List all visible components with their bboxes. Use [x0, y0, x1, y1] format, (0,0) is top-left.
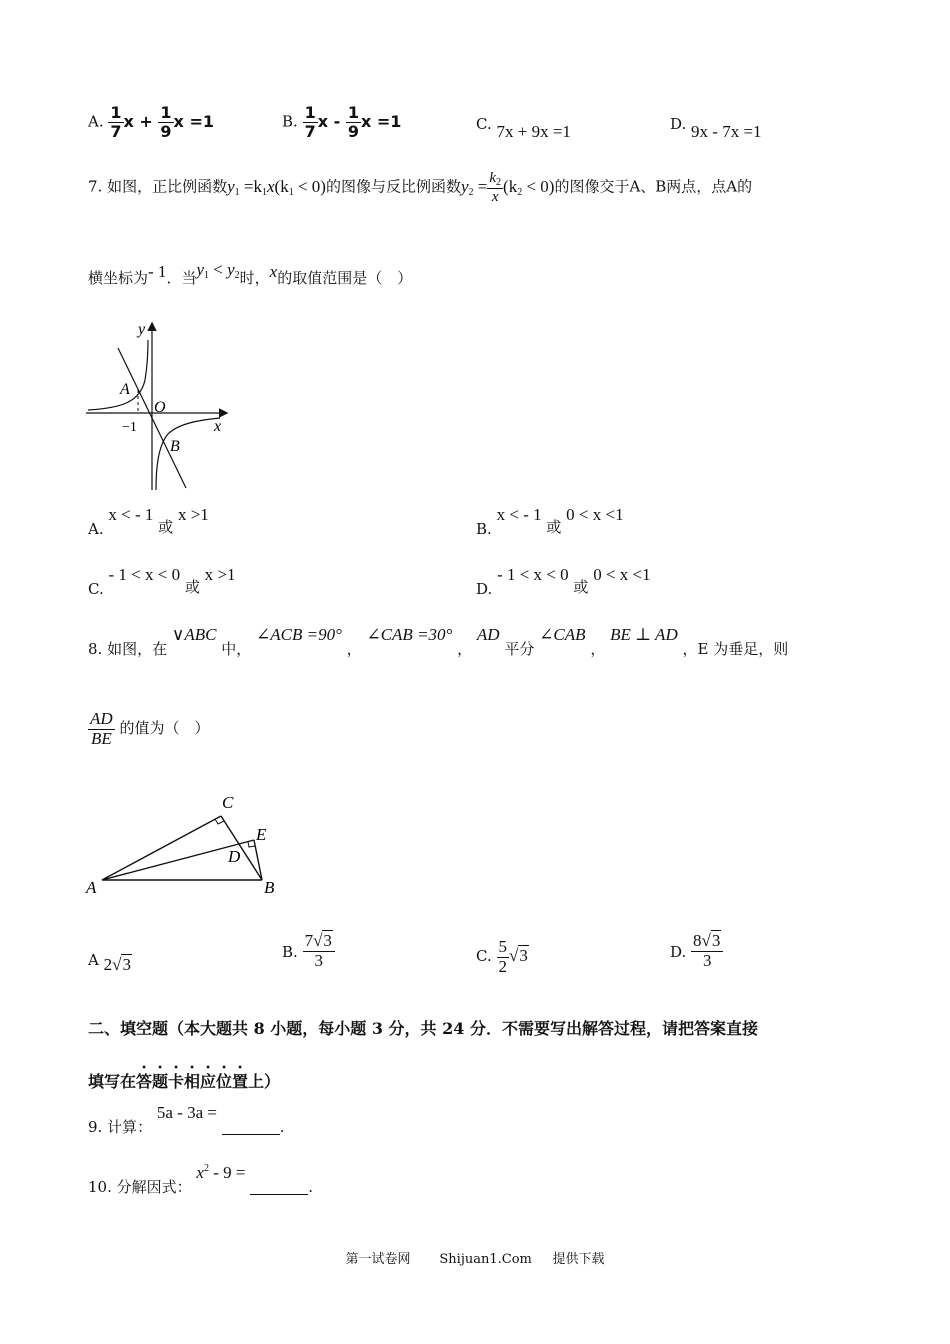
q8-triangle-figure	[84, 790, 284, 900]
option-label: B.	[282, 112, 298, 131]
q7-option-b[interactable]: B. x < - 1 或 0 < x <1	[476, 505, 624, 538]
hyperbola-branch-right	[156, 418, 220, 490]
option-label: A.	[88, 112, 104, 131]
origin-label: O	[154, 399, 166, 416]
q10-answer-blank[interactable]	[250, 1176, 308, 1195]
q7-option-d[interactable]: D. - 1 < x < 0 或 0 < x <1	[476, 565, 651, 598]
q10: 10. 分解因式： $x^2 - 9$ = .	[88, 1163, 314, 1196]
x-label: x	[214, 418, 222, 435]
point-a-label: A	[120, 381, 130, 398]
y-label: y	[138, 321, 146, 338]
label-b: B	[264, 878, 275, 897]
q7-stem-line1: 7. 如图，正比例函数$y_1 =k_1x(k_1 < 0)$的图像与反比例函数$y_2$ = $\frac{k_2}{x}$ $(k_2 < 0)$的图像交于A、B两点，点A的	[88, 170, 753, 205]
section-2-heading-line1: 二、填空题（本大题共 8 小题，每小题 3 分，共 24 分．不需要写出解答过程，请把答案直接	[88, 1019, 758, 1038]
q9-answer-blank[interactable]	[222, 1116, 280, 1135]
neg-one-label: −1	[122, 420, 137, 435]
label-a: A	[86, 878, 97, 897]
q8-option-a[interactable]: A 2√3	[88, 951, 131, 974]
q9: 9. 计算： 5a - 3a = .	[88, 1103, 285, 1136]
segment-ac	[102, 816, 221, 880]
label-d: D	[228, 847, 241, 866]
q7-graph	[82, 318, 232, 493]
q8-stem-line1: 8. 如图，在 ∨ABC 中， ∠ACB =90° ， ∠CAB =30° ， AD 平分 ∠CAB ， BE ⊥ AD ，E 为垂足，则	[88, 625, 789, 658]
hyperbola-branch-left	[88, 340, 148, 410]
q6-option-c[interactable]	[476, 114, 571, 141]
q8-option-c[interactable]: C. $\frac{5}{2}$ √3	[476, 937, 528, 976]
q7-func-2: $y_2$ = $\frac{k_2}{x}$ $(k_2 < 0)$	[460, 170, 555, 205]
q6-option-b[interactable]: B. $\frac{1}{7}$ x - $\frac{1}{9}$ x =1	[282, 103, 402, 141]
q8-option-b[interactable]: B. $\frac{7√3}{3}$	[282, 932, 335, 970]
section-2-heading-line2: 填写在答题卡相应位置上）	[88, 1072, 281, 1091]
q6-option-d[interactable]	[670, 114, 762, 141]
label-e: E	[256, 825, 267, 844]
label-c: C	[222, 793, 234, 812]
q8-stem-line2: $\frac{AD}{BE}$ 的值为（ ）	[90, 709, 210, 748]
q7-option-c[interactable]: C. - 1 < x < 0 或 x >1	[88, 565, 236, 598]
option-expr: 7x + 9x =1	[496, 122, 571, 141]
q6-option-a[interactable]: A. $\frac{1}{7}$ x + $\frac{1}{9}$ x =1	[88, 103, 214, 141]
q8-option-d[interactable]: D. $\frac{8√3}{3}$	[670, 932, 723, 970]
q7-option-a[interactable]: A. x < - 1 或 x >1	[88, 505, 209, 538]
page-footer: 第一试卷网 Shijuan1.Com 提供下载	[345, 1252, 605, 1267]
q7-func-1: $y_1 =k_1x(k_1 < 0)$	[227, 176, 326, 198]
ad-over-be: $\frac{AD}{BE}$	[90, 709, 113, 748]
option-label: C.	[476, 115, 492, 133]
option-label: D.	[670, 115, 687, 133]
q7-stem-line2: 横坐标为- 1．当$y_1 < y_2$时，x的取值范围是（ ）	[88, 260, 413, 287]
option-expr: 9x - 7x =1	[691, 122, 762, 141]
point-b-label: B	[170, 438, 180, 455]
